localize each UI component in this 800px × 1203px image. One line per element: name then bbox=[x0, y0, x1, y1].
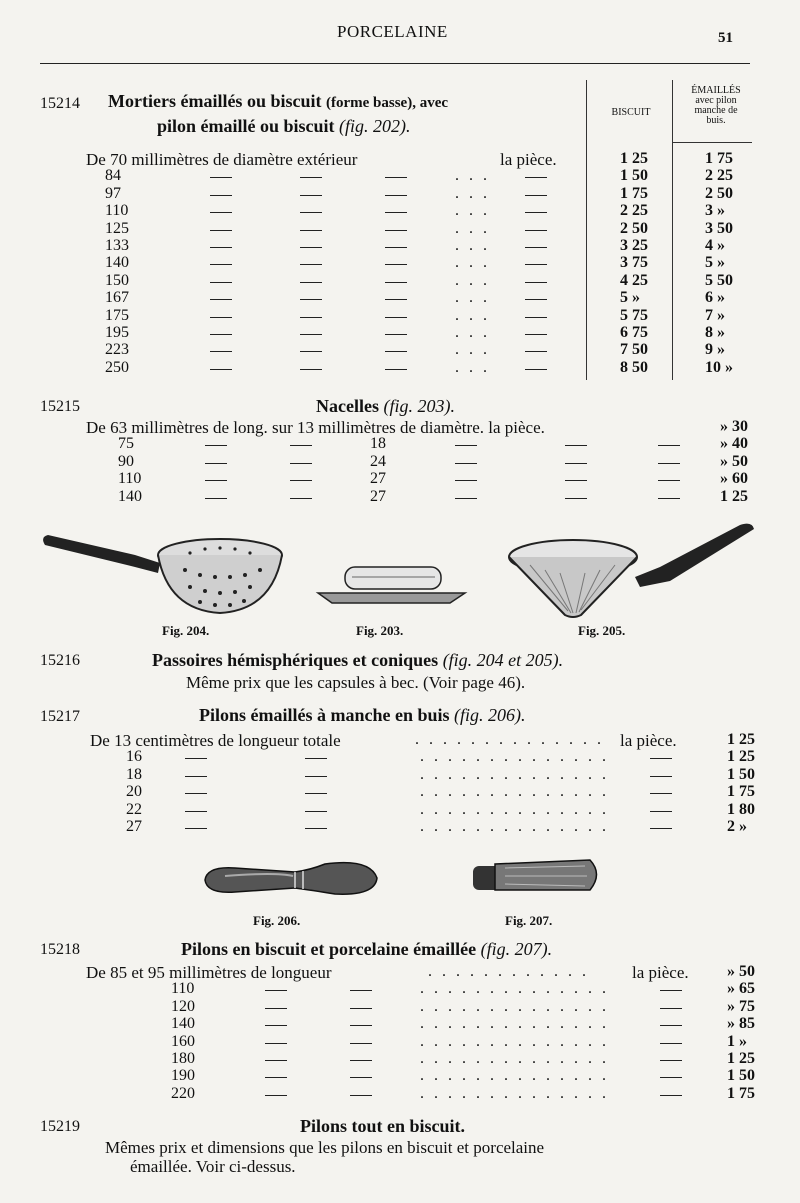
diameter-15215: 18 bbox=[370, 435, 386, 453]
ditto-15218-dash bbox=[265, 990, 287, 991]
ditto-15214-dash bbox=[385, 177, 407, 178]
leader-dots: . . . . . . . . . . . . . . bbox=[420, 1050, 609, 1067]
price-emailles: 1 75 bbox=[705, 150, 733, 167]
ditto-15214-dash bbox=[210, 369, 232, 370]
ditto-15214-dash bbox=[525, 177, 547, 178]
title-15214 bbox=[108, 91, 448, 112]
ditto-15215-dash bbox=[565, 463, 587, 464]
size-15217: 18 bbox=[126, 765, 142, 783]
ditto-15217-dash bbox=[650, 758, 672, 759]
line-15214-first: De 70 millimètres de diamètre extérieur bbox=[86, 150, 358, 169]
leader-dots: . . . . . . . . . . . . . . bbox=[415, 731, 604, 748]
ditto-15215-dash bbox=[290, 480, 312, 481]
pestle-wood-handle-illustration bbox=[205, 863, 377, 895]
price-biscuit: 8 50 bbox=[620, 358, 648, 376]
ditto-15215-dash bbox=[205, 463, 227, 464]
size-15214: 250 bbox=[105, 358, 129, 376]
title-15216-text: Passoires hémisphériques et coniques bbox=[152, 650, 439, 670]
price-emailles: 2 25 bbox=[705, 167, 733, 185]
ditto-15218-dash bbox=[660, 990, 682, 991]
leader-dots: . . . bbox=[455, 324, 490, 341]
fig-ref-202: (fig. 202). bbox=[339, 116, 411, 136]
size-15217: 27 bbox=[126, 818, 142, 835]
size-15214: 195 bbox=[105, 324, 129, 341]
ditto-15218-dash bbox=[660, 1008, 682, 1009]
price-15218: » 85 bbox=[727, 1015, 755, 1033]
ditto-15214-dash bbox=[300, 195, 322, 196]
ditto-15214-dash bbox=[210, 212, 232, 213]
ditto-15218-dash bbox=[350, 1025, 372, 1026]
price-15217: 1 50 bbox=[727, 765, 755, 783]
line-15215-first: De 63 millimètres de long. sur 13 millimètres de diamètre. la pièce. bbox=[86, 418, 545, 437]
title-15214-small: (forme basse), avec bbox=[325, 95, 449, 111]
column-divider-2 bbox=[672, 80, 673, 380]
size-15217: 20 bbox=[126, 783, 142, 801]
price-15215: » 60 bbox=[720, 470, 748, 488]
price-biscuit: 1 50 bbox=[620, 167, 648, 185]
ditto-15217-dash bbox=[305, 758, 327, 759]
text-15219-line1: Mêmes prix et dimensions que les pilons en biscuit et porcelaine bbox=[105, 1138, 545, 1157]
leader-dots: . . . bbox=[455, 167, 490, 185]
price-biscuit: 1 25 bbox=[620, 150, 648, 167]
price-15218: » 75 bbox=[727, 997, 755, 1015]
la-piece-15217: la pièce. bbox=[620, 731, 677, 750]
ditto-15218-dash bbox=[660, 1077, 682, 1078]
ditto-15217-dash bbox=[650, 828, 672, 829]
size-15214: 150 bbox=[105, 271, 129, 289]
ditto-15214-dash bbox=[300, 299, 322, 300]
ditto-15214-dash bbox=[300, 177, 322, 178]
ditto-15214-dash bbox=[525, 299, 547, 300]
ditto-15215-dash bbox=[205, 480, 227, 481]
price-15218: 1 » bbox=[727, 1032, 747, 1050]
ditto-15214-dash bbox=[525, 282, 547, 283]
ditto-15218-dash bbox=[660, 1060, 682, 1061]
ditto-15214-dash bbox=[525, 212, 547, 213]
la-piece-15218: la pièce. bbox=[632, 963, 689, 982]
caption-fig-207: Fig. 207. bbox=[505, 913, 553, 928]
ditto-15218-dash bbox=[265, 1025, 287, 1026]
ditto-15214-dash bbox=[385, 195, 407, 196]
diameter-15215: 24 bbox=[370, 452, 386, 470]
ditto-15214-dash bbox=[385, 317, 407, 318]
length-15215: 110 bbox=[118, 470, 142, 488]
ditto-15214-dash bbox=[385, 247, 407, 248]
ditto-15214-dash bbox=[210, 177, 232, 178]
la-piece-15214: la pièce. bbox=[500, 150, 557, 169]
title-15216 bbox=[152, 650, 563, 671]
leader-dots: . . . bbox=[455, 341, 490, 359]
leader-dots: . . . . . . . . . . . . . . bbox=[420, 1067, 609, 1085]
ditto-15215-dash bbox=[205, 445, 227, 446]
ditto-15214-dash bbox=[525, 230, 547, 231]
size-15214: 133 bbox=[105, 237, 129, 254]
line-15218-first: De 85 et 95 millimètres de longueur bbox=[86, 963, 332, 982]
leader-dots: . . . bbox=[455, 202, 490, 220]
diameter-15215: 27 bbox=[370, 470, 386, 488]
text-15219-line2: émaillée. Voir ci-dessus. bbox=[130, 1157, 296, 1176]
size-15217: 22 bbox=[126, 800, 142, 818]
ditto-15214-dash bbox=[300, 247, 322, 248]
ditto-15214-dash bbox=[385, 334, 407, 335]
price-15217: 1 25 bbox=[727, 748, 755, 766]
leader-dots: . . . . . . . . . . . . . . bbox=[420, 997, 609, 1015]
ditto-15218-dash bbox=[350, 1077, 372, 1078]
ref-15214: 15214 bbox=[40, 95, 80, 112]
title-15218 bbox=[181, 939, 552, 960]
ditto-15217-dash bbox=[185, 793, 207, 794]
ditto-15217-dash bbox=[305, 793, 327, 794]
ditto-15217-dash bbox=[185, 811, 207, 812]
ditto-15214-dash bbox=[385, 299, 407, 300]
fig-ref-206: (fig. 206). bbox=[454, 705, 526, 725]
price-biscuit: 2 50 bbox=[620, 219, 648, 237]
price-15215: » 30 bbox=[720, 418, 748, 435]
ditto-15217-dash bbox=[185, 776, 207, 777]
ditto-15214-dash bbox=[300, 282, 322, 283]
ditto-15215-dash bbox=[290, 498, 312, 499]
ditto-15217-dash bbox=[305, 811, 327, 812]
leader-dots: . . . bbox=[455, 219, 490, 237]
ditto-15218-dash bbox=[265, 1043, 287, 1044]
strainer-conical-illustration bbox=[509, 524, 754, 617]
leader-dots: . . . . . . . . . . . . . . bbox=[420, 818, 609, 835]
column-divider-1 bbox=[586, 80, 587, 380]
ditto-15214-dash bbox=[210, 195, 232, 196]
price-emailles: 5 » bbox=[705, 254, 725, 272]
ditto-15217-dash bbox=[650, 776, 672, 777]
ditto-15217-dash bbox=[650, 793, 672, 794]
title-15218-text: Pilons en biscuit et porcelaine émaillée bbox=[181, 939, 477, 959]
size-15214: 125 bbox=[105, 219, 129, 237]
ditto-15218-dash bbox=[350, 1060, 372, 1061]
fig-ref-207: (fig. 207). bbox=[480, 939, 553, 959]
size-15218: 110 bbox=[171, 980, 195, 998]
strainer-hemispheric-illustration bbox=[43, 535, 282, 613]
ditto-15215-dash bbox=[205, 498, 227, 499]
ditto-15214-dash bbox=[210, 282, 232, 283]
title-15219: Pilons tout en biscuit. bbox=[300, 1116, 466, 1136]
ditto-15218-dash bbox=[265, 1077, 287, 1078]
ditto-15215-dash bbox=[565, 480, 587, 481]
leader-dots: . . . . . . . . . . . . . . bbox=[420, 783, 609, 801]
price-15218: » 50 bbox=[727, 963, 755, 980]
price-biscuit: 3 75 bbox=[620, 254, 648, 272]
ditto-15215-dash bbox=[455, 445, 477, 446]
price-15217: 1 25 bbox=[727, 731, 755, 748]
leader-dots: . . . bbox=[455, 306, 490, 324]
line-15217-first: De 13 centimètres de longueur totale bbox=[90, 731, 341, 750]
price-15215: » 50 bbox=[720, 452, 748, 470]
ditto-15215-dash bbox=[290, 445, 312, 446]
ditto-15218-dash bbox=[660, 1095, 682, 1096]
price-emailles: 2 50 bbox=[705, 184, 733, 202]
ditto-15214-dash bbox=[210, 230, 232, 231]
price-15217: 1 75 bbox=[727, 783, 755, 801]
price-emailles: 10 » bbox=[705, 358, 733, 376]
title-15217-text: Pilons émaillés à manche en buis bbox=[199, 705, 450, 725]
ditto-15214-dash bbox=[300, 317, 322, 318]
leader-dots: . . . bbox=[455, 271, 490, 289]
length-15215: 140 bbox=[118, 487, 142, 505]
caption-fig-203: Fig. 203. bbox=[356, 623, 404, 638]
nacelle-illustration bbox=[318, 567, 465, 603]
price-emailles: 3 50 bbox=[705, 219, 733, 237]
price-emailles: 6 » bbox=[705, 289, 725, 307]
column-header-emailles: ÉMAILLÉS avec pilon manche de buis. bbox=[691, 85, 741, 126]
ditto-15214-dash bbox=[300, 230, 322, 231]
size-15218: 140 bbox=[171, 1015, 195, 1033]
leader-dots: . . . bbox=[455, 358, 490, 376]
ref-15216: 15216 bbox=[40, 652, 80, 669]
price-biscuit: 4 25 bbox=[620, 271, 648, 289]
price-biscuit: 5 » bbox=[620, 289, 640, 307]
ditto-15214-dash bbox=[385, 369, 407, 370]
ditto-15214-dash bbox=[300, 212, 322, 213]
ditto-15214-dash bbox=[525, 247, 547, 248]
ditto-15214-dash bbox=[300, 334, 322, 335]
ditto-15214-dash bbox=[210, 351, 232, 352]
price-biscuit: 2 25 bbox=[620, 202, 648, 220]
price-emailles: 4 » bbox=[705, 237, 725, 254]
ditto-15214-dash bbox=[385, 230, 407, 231]
figures-204-203-205 bbox=[40, 515, 760, 640]
ditto-15215-dash bbox=[658, 463, 680, 464]
leader-dots: . . . bbox=[455, 289, 490, 307]
ditto-15215-dash bbox=[455, 498, 477, 499]
leader-dots: . . . . . . . . . . . . bbox=[428, 963, 589, 980]
ditto-15214-dash bbox=[525, 264, 547, 265]
ditto-15218-dash bbox=[350, 1095, 372, 1096]
leader-dots: . . . . . . . . . . . . . . bbox=[420, 1084, 609, 1102]
ref-15219: 15219 bbox=[40, 1118, 80, 1135]
ditto-15214-dash bbox=[300, 264, 322, 265]
leader-dots: . . . bbox=[455, 184, 490, 202]
ditto-15218-dash bbox=[265, 1095, 287, 1096]
ditto-15214-dash bbox=[210, 264, 232, 265]
ditto-15215-dash bbox=[565, 445, 587, 446]
price-15218: 1 25 bbox=[727, 1050, 755, 1067]
ditto-15218-dash bbox=[350, 1008, 372, 1009]
title-15214-line2-text: pilon émaillé ou biscuit bbox=[157, 116, 335, 136]
price-emailles: 3 » bbox=[705, 202, 725, 220]
ditto-15217-dash bbox=[185, 828, 207, 829]
page-header-title: PORCELAINE bbox=[337, 22, 448, 41]
ditto-15217-dash bbox=[650, 811, 672, 812]
ref-15218: 15218 bbox=[40, 941, 80, 958]
size-15214: 167 bbox=[105, 289, 129, 307]
ditto-15214-dash bbox=[300, 351, 322, 352]
ditto-15215-dash bbox=[658, 498, 680, 499]
length-15215: 75 bbox=[118, 435, 134, 453]
size-15218: 120 bbox=[171, 997, 195, 1015]
leader-dots: . . . bbox=[455, 254, 490, 272]
ditto-15217-dash bbox=[305, 828, 327, 829]
diameter-15215: 27 bbox=[370, 487, 386, 505]
ditto-15215-dash bbox=[455, 480, 477, 481]
leader-dots: . . . . . . . . . . . . . . bbox=[420, 1015, 609, 1033]
ditto-15214-dash bbox=[385, 351, 407, 352]
text-15216: Même prix que les capsules à bec. (Voir page 46). bbox=[186, 673, 526, 692]
ditto-15215-dash bbox=[290, 463, 312, 464]
ditto-15214-dash bbox=[385, 282, 407, 283]
price-15217: 1 80 bbox=[727, 800, 755, 818]
size-15218: 220 bbox=[171, 1084, 195, 1102]
price-biscuit: 3 25 bbox=[620, 237, 648, 254]
figures-206-207 bbox=[195, 852, 615, 912]
ditto-15215-dash bbox=[658, 445, 680, 446]
ditto-15215-dash bbox=[658, 480, 680, 481]
size-15217: 16 bbox=[126, 748, 142, 766]
price-biscuit: 6 75 bbox=[620, 324, 648, 341]
ditto-15217-dash bbox=[305, 776, 327, 777]
ditto-15218-dash bbox=[350, 990, 372, 991]
caption-fig-204: Fig. 204. bbox=[162, 623, 210, 638]
ditto-15217-dash bbox=[185, 758, 207, 759]
header-rule bbox=[40, 63, 750, 64]
price-emailles: 8 » bbox=[705, 324, 725, 341]
ditto-15214-dash bbox=[525, 334, 547, 335]
price-15215: 1 25 bbox=[720, 487, 748, 505]
leader-dots: . . . . . . . . . . . . . . bbox=[420, 1032, 609, 1050]
title-15217 bbox=[199, 705, 526, 726]
ditto-15214-dash bbox=[525, 317, 547, 318]
price-biscuit: 7 50 bbox=[620, 341, 648, 359]
ditto-15218-dash bbox=[350, 1043, 372, 1044]
column-header-rule bbox=[672, 142, 752, 143]
ditto-15215-dash bbox=[565, 498, 587, 499]
ditto-15215-dash bbox=[455, 463, 477, 464]
ditto-15214-dash bbox=[210, 247, 232, 248]
price-15215: » 40 bbox=[720, 435, 748, 453]
ditto-15214-dash bbox=[385, 212, 407, 213]
fig-ref-203: (fig. 203). bbox=[383, 396, 455, 416]
size-15214: 97 bbox=[105, 184, 121, 202]
price-15217: 2 » bbox=[727, 818, 747, 835]
price-biscuit: 5 75 bbox=[620, 306, 648, 324]
ref-15217: 15217 bbox=[40, 708, 80, 725]
ditto-15214-dash bbox=[210, 299, 232, 300]
price-emailles: 7 » bbox=[705, 306, 725, 324]
size-15214: 84 bbox=[105, 167, 121, 185]
ditto-15214-dash bbox=[300, 369, 322, 370]
leader-dots: . . . . . . . . . . . . . . bbox=[420, 748, 609, 766]
ditto-15218-dash bbox=[265, 1060, 287, 1061]
size-15218: 180 bbox=[171, 1050, 195, 1067]
leader-dots: . . . bbox=[455, 237, 490, 254]
ref-15215: 15215 bbox=[40, 398, 80, 415]
ditto-15214-dash bbox=[210, 317, 232, 318]
title-15214-line1: Mortiers émaillés ou biscuit bbox=[108, 91, 322, 111]
ditto-15214-dash bbox=[210, 334, 232, 335]
ditto-15214-dash bbox=[525, 369, 547, 370]
leader-dots: . . . . . . . . . . . . . . bbox=[420, 980, 609, 998]
title-15215-text: Nacelles bbox=[316, 396, 379, 416]
price-biscuit: 1 75 bbox=[620, 184, 648, 202]
ditto-15214-dash bbox=[525, 351, 547, 352]
title-15214-line2 bbox=[157, 116, 411, 137]
title-15215 bbox=[316, 396, 455, 417]
ditto-15218-dash bbox=[660, 1025, 682, 1026]
size-15214: 175 bbox=[105, 306, 129, 324]
length-15215: 90 bbox=[118, 452, 134, 470]
ditto-15218-dash bbox=[660, 1043, 682, 1044]
size-15218: 160 bbox=[171, 1032, 195, 1050]
price-15218: 1 75 bbox=[727, 1084, 755, 1102]
ditto-15214-dash bbox=[385, 264, 407, 265]
size-15214: 223 bbox=[105, 341, 129, 359]
leader-dots: . . . . . . . . . . . . . . bbox=[420, 800, 609, 818]
ditto-15214-dash bbox=[525, 195, 547, 196]
price-emailles: 9 » bbox=[705, 341, 725, 359]
leader-dots: . . . . . . . . . . . . . . bbox=[420, 765, 609, 783]
column-header-biscuit: BISCUIT bbox=[611, 107, 651, 118]
size-15218: 190 bbox=[171, 1067, 195, 1085]
ditto-15218-dash bbox=[265, 1008, 287, 1009]
caption-fig-206: Fig. 206. bbox=[253, 913, 301, 928]
size-15214: 140 bbox=[105, 254, 129, 272]
price-emailles: 5 50 bbox=[705, 271, 733, 289]
page-number: 51 bbox=[718, 30, 733, 46]
fig-ref-204-205: (fig. 204 et 205). bbox=[442, 650, 564, 670]
price-15218: 1 50 bbox=[727, 1067, 755, 1085]
size-15214: 110 bbox=[105, 202, 129, 220]
caption-fig-205: Fig. 205. bbox=[578, 623, 626, 638]
pestle-biscuit-illustration bbox=[473, 860, 597, 890]
price-15218: » 65 bbox=[727, 980, 755, 998]
